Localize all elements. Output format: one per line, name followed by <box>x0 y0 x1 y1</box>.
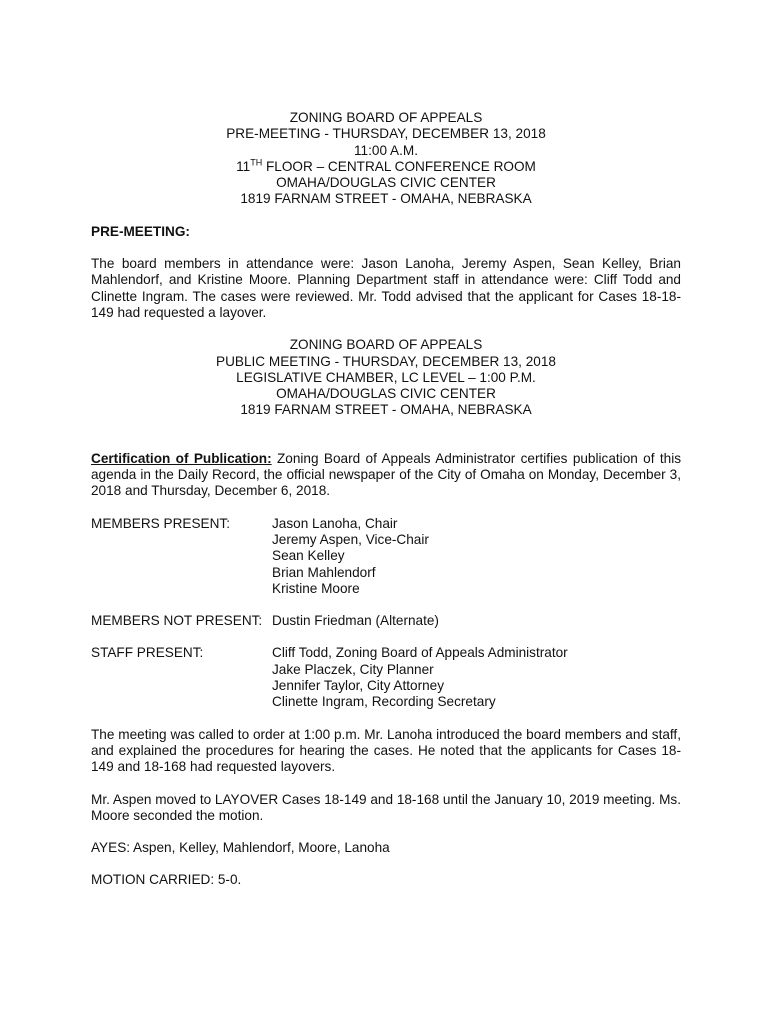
pre-meeting-date: PRE-MEETING - THURSDAY, DECEMBER 13, 2018 <box>226 126 546 142</box>
public-meeting-header <box>91 337 681 418</box>
called-to-order-paragraph: The meeting was called to order at 1:00 p.m. Mr. Lanoha introduced the board members and staff, and explained the procedures for hearing the cases. He noted that the applicants for Cases 18-149 and 18-168 had requested layovers. <box>91 726 681 775</box>
pre-meeting-header <box>91 110 681 208</box>
staff-present-section <box>91 645 681 710</box>
staff-name: Clinette Ingram, Recording Secretary <box>272 694 496 710</box>
pre-meeting-paragraph: The board members in attendance were: Jason Lanoha, Jeremy Aspen, Sean Kelley, Brian Mahlendorf, and Kristine Moore. Planning Department staff in attendance were: Cliff Todd and Clinette Ingram. The cases were reviewed. Mr. Todd advised that the applicant for Cases 18-18-149 had requested a layover. <box>91 256 681 320</box>
public-meeting-date: PUBLIC MEETING - THURSDAY, DECEMBER 13, 2018 <box>216 353 556 369</box>
certification-heading: Certification of Publication: <box>91 450 272 466</box>
staff-name: Cliff Todd, Zoning Board of Appeals Administrator <box>272 645 568 661</box>
members-not-present-label: MEMBERS NOT PRESENT: <box>91 613 263 629</box>
staff-present-label: STAFF PRESENT: <box>91 645 204 661</box>
room-name: FLOOR – CENTRAL CONFERENCE ROOM <box>262 158 536 174</box>
civic-center: OMAHA/DOUGLAS CIVIC CENTER <box>276 175 496 191</box>
member-name: Kristine Moore <box>272 580 360 596</box>
member-name: Jeremy Aspen, Vice-Chair <box>272 531 429 547</box>
member-name: Dustin Friedman (Alternate) <box>272 613 439 629</box>
public-board-title: ZONING BOARD OF APPEALS <box>289 337 483 353</box>
public-civic-center: OMAHA/DOUGLAS CIVIC CENTER <box>276 386 496 402</box>
members-not-present-section <box>91 613 681 629</box>
motion-paragraph: Mr. Aspen moved to LAYOVER Cases 18-149 and 18-168 until the January 10, 2019 meeting. Ms. Moore seconded the motion. <box>91 791 681 823</box>
floor-number: 11 <box>236 158 251 174</box>
public-meeting-room: LEGISLATIVE CHAMBER, LC LEVEL – 1:00 P.M. <box>236 369 536 385</box>
ayes-line: AYES: Aspen, Kelley, Mahlendorf, Moore, Lanoha <box>91 840 390 856</box>
floor-ordinal: TH <box>250 157 263 168</box>
members-present-section <box>91 516 681 597</box>
members-not-present-list <box>272 613 439 629</box>
members-present-label: MEMBERS PRESENT: <box>91 515 230 531</box>
certification-paragraph <box>91 451 681 500</box>
staff-name: Jake Placzek, City Planner <box>272 661 434 677</box>
address: 1819 FARNAM STREET - OMAHA, NEBRASKA <box>240 191 532 207</box>
member-name: Brian Mahlendorf <box>272 564 376 580</box>
certification-text: Zoning Board of Appeals Administrator certifies publication of this agenda in the Daily Record, the official newspaper of the City of Omaha on Monday, December 3, 2018 and Thursday, December 6, 2018. <box>91 450 682 499</box>
member-name: Sean Kelley <box>272 548 345 564</box>
member-name: Jason Lanoha, Chair <box>272 515 398 531</box>
pre-meeting-room <box>91 159 681 175</box>
members-present-list <box>272 516 429 597</box>
board-title: ZONING BOARD OF APPEALS <box>289 110 483 125</box>
staff-name: Jennifer Taylor, City Attorney <box>272 678 445 694</box>
pre-meeting-time: 11:00 A.M. <box>354 142 418 158</box>
motion-result: MOTION CARRIED: 5-0. <box>91 872 242 888</box>
staff-present-list <box>272 645 568 710</box>
document-page <box>91 110 681 889</box>
pre-meeting-heading: PRE-MEETING: <box>91 223 190 239</box>
public-address: 1819 FARNAM STREET - OMAHA, NEBRASKA <box>240 402 532 418</box>
